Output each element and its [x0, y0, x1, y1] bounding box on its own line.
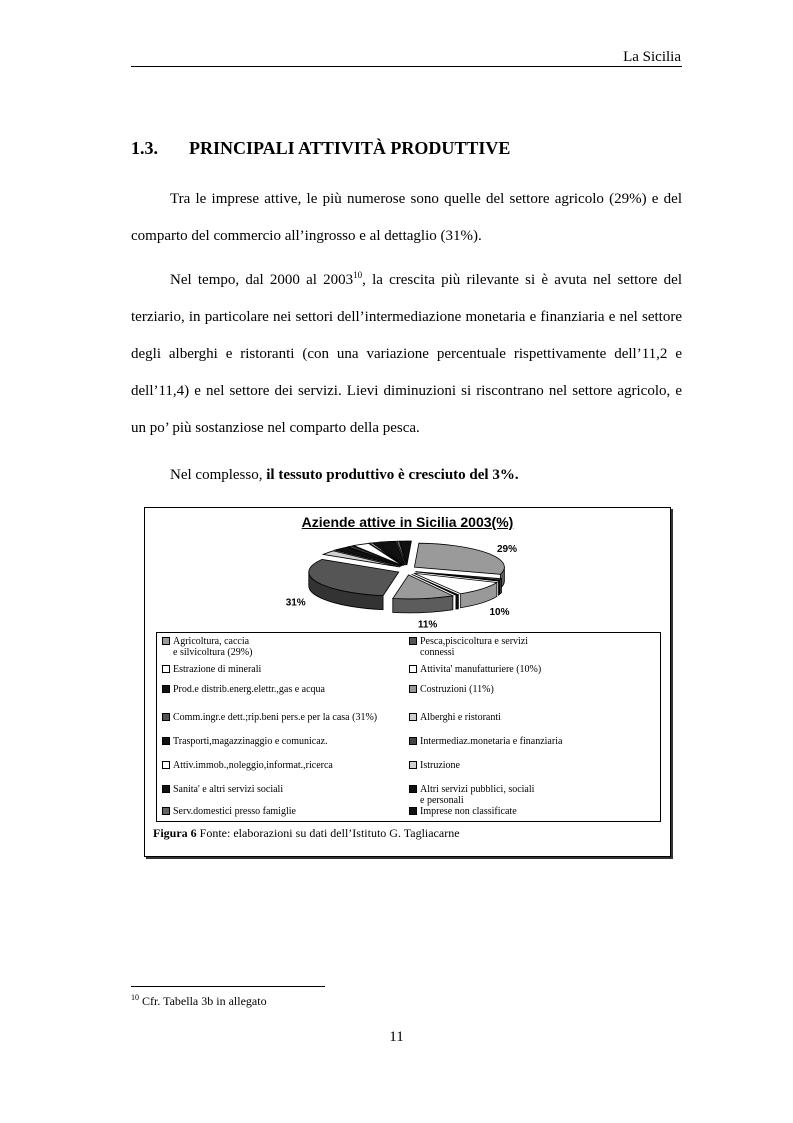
legend-item: [409, 712, 501, 723]
paragraph-2: [131, 262, 682, 447]
pie-slice-side: [498, 580, 499, 595]
legend-item: [409, 784, 534, 806]
legend-swatch: [162, 685, 170, 693]
paragraph-2-text-a: Nel tempo, dal 2000 al 2003: [170, 272, 354, 288]
legend-item: [409, 760, 460, 771]
footnote-number: 10: [131, 993, 139, 1002]
figure-caption-label: Figura 6: [153, 826, 197, 840]
legend-item: [162, 736, 328, 747]
legend-swatch: [409, 785, 417, 793]
legend-item: [409, 684, 494, 695]
legend-label: Imprese non classificate: [420, 806, 517, 817]
legend-swatch: [162, 785, 170, 793]
legend-swatch: [409, 761, 417, 769]
paragraph-1-text: Tra le imprese attive, le più numerose sono quelle del settore agricolo (29%) e del comparto del commercio all’ingrosso e al dettaglio (31%).: [131, 191, 682, 244]
legend-swatch: [409, 685, 417, 693]
legend-label: Istruzione: [420, 760, 460, 771]
legend-item: [409, 736, 562, 747]
legend-label: Prod.e distrib.energ.elettr.,gas e acqua: [173, 684, 325, 695]
legend-item: [409, 806, 517, 817]
footnote: [131, 993, 267, 1009]
legend-swatch: [162, 761, 170, 769]
legend-item: [162, 806, 296, 817]
legend-swatch: [162, 807, 170, 815]
legend-label: Serv.domestici presso famiglie: [173, 806, 296, 817]
paragraph-3: [131, 457, 682, 494]
legend-label: Attivita' manufatturiere (10%): [420, 664, 542, 675]
legend-swatch: [162, 713, 170, 721]
paragraph-3-text: Nel complesso,: [170, 467, 267, 483]
figure-caption: [153, 826, 460, 841]
legend-label: Altri servizi pubblici, sociali e personali: [420, 784, 535, 806]
pie-data-label: 29%: [496, 544, 518, 556]
pie-data-label: 11%: [417, 619, 438, 631]
footnote-reference[interactable]: 10: [353, 270, 363, 280]
figure-6: [144, 507, 671, 857]
pie-data-label: 31%: [285, 597, 306, 609]
header-rule: [131, 66, 682, 67]
legend-swatch: [409, 637, 417, 645]
legend-item: [162, 636, 252, 658]
legend-label: Intermediaz.monetaria e finanziaria: [420, 736, 563, 747]
pie-slice-side: [500, 579, 502, 594]
legend-item: [162, 712, 377, 723]
legend-item: [162, 784, 283, 795]
section-number: 1.3.: [131, 138, 158, 158]
paragraph-2-text-b: , la crescita più rilevante si è avuta nel settore del terziario, in particolare nei settori dell’intermediazione monetaria e finanziaria e nel settore degli alberghi e ristoranti (con una variazione percentuale rispettivamente dell’11,2 e dell’11,4) e nel settore dei servizi. Lievi diminuzioni si riscontrano nel settore agricolo, e un po’ più sostanziose nel comparto della pesca.: [131, 272, 682, 436]
pie-slice: [414, 543, 504, 574]
legend-swatch: [162, 637, 170, 645]
section-heading: [131, 138, 510, 159]
figure-caption-text: Fonte: elaborazioni su dati dell’Istituto G. Tagliacarne: [196, 826, 460, 840]
legend-label: Comm.ingr.e dett.;rip.beni pers.e per la casa (31%): [173, 712, 378, 723]
legend-item: [409, 664, 541, 675]
legend-label: Estrazione di minerali: [173, 664, 262, 675]
chart-legend: [156, 632, 661, 822]
legend-label: Trasporti,magazzinaggio e comunicaz.: [173, 736, 328, 747]
legend-item: [162, 760, 333, 771]
legend-label: Costruzioni (11%): [420, 684, 494, 695]
legend-swatch: [409, 665, 417, 673]
legend-label: Alberghi e ristoranti: [420, 712, 501, 723]
chart-title: Aziende attive in Sicilia 2003(%): [301, 514, 514, 530]
legend-swatch: [409, 737, 417, 745]
legend-swatch: [409, 807, 417, 815]
header-title: La Sicilia: [623, 49, 681, 65]
legend-item: [409, 636, 528, 658]
legend-swatch: [162, 737, 170, 745]
legend-label: Agricoltura, caccia e silvicoltura (29%): [173, 636, 253, 658]
paragraph-3-bold: il tessuto produttivo è cresciuto del 3%.: [266, 467, 519, 483]
pie-data-label: 10%: [489, 606, 510, 618]
legend-swatch: [409, 713, 417, 721]
pie-chart: [145, 534, 670, 634]
pie-slice-side: [456, 595, 458, 609]
legend-label: Sanita' e altri servizi sociali: [173, 784, 284, 795]
legend-label: Pesca,piscicoltura e servizi connessi: [420, 636, 529, 658]
legend-item: [162, 684, 325, 695]
page-number: 11: [389, 1029, 404, 1045]
legend-item: [162, 664, 261, 675]
legend-swatch: [162, 665, 170, 673]
footnote-rule: [131, 986, 325, 987]
section-title: PRINCIPALI ATTIVITÀ PRODUTTIVE: [189, 138, 511, 158]
paragraph-1: [131, 181, 682, 255]
legend-label: Attiv.immob.,noleggio,informat.,ricerca: [173, 760, 333, 771]
footnote-text: Cfr. Tabella 3b in allegato: [139, 994, 267, 1008]
